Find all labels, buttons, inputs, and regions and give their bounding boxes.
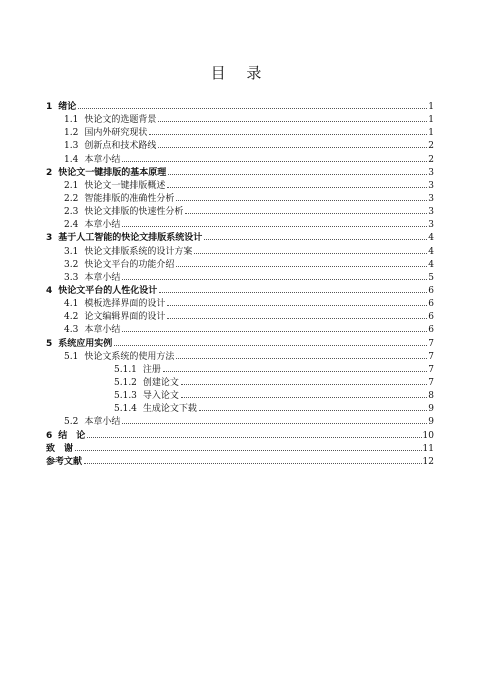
toc-entry bbox=[46, 244, 434, 257]
toc-entry-page: 4 bbox=[428, 246, 434, 257]
toc-entry-page: 8 bbox=[428, 391, 434, 402]
toc-entry-page: 7 bbox=[428, 338, 434, 349]
toc-entry-title: 导入论文 bbox=[142, 391, 179, 402]
toc-entry-title: 快论文平台的功能介绍 bbox=[84, 259, 175, 270]
toc-leader-dots bbox=[122, 226, 427, 227]
toc-entry-page: 11 bbox=[422, 443, 434, 454]
toc-entry bbox=[46, 283, 434, 296]
toc-entry-page: 2 bbox=[428, 154, 434, 165]
toc-entry bbox=[46, 454, 434, 467]
toc-entry-page: 7 bbox=[428, 377, 434, 388]
toc-entry bbox=[46, 230, 434, 243]
toc-entry-page: 6 bbox=[428, 325, 434, 336]
toc-leader-dots bbox=[167, 318, 427, 319]
toc-entry-page: 4 bbox=[428, 259, 434, 270]
toc-leader-dots bbox=[84, 463, 422, 464]
toc-entry-title: 生成论文下载 bbox=[142, 404, 197, 415]
toc-entry-number: 1.1 bbox=[64, 115, 79, 126]
toc-entry-page: 6 bbox=[428, 285, 434, 296]
toc-entry bbox=[46, 152, 434, 165]
toc-leader-dots bbox=[176, 266, 427, 267]
toc-entry-title: 创新点和技术路线 bbox=[84, 141, 157, 152]
toc-leader-dots bbox=[122, 423, 427, 424]
toc-entry-number: 1.4 bbox=[64, 154, 79, 165]
toc-entry-page: 3 bbox=[428, 167, 434, 178]
toc-entry-number: 4.2 bbox=[64, 312, 79, 323]
toc-entry-number: 2.2 bbox=[64, 193, 79, 204]
toc-entry bbox=[46, 428, 434, 441]
toc-entry-number: 1 bbox=[46, 102, 53, 112]
toc-entry-number: 6 bbox=[46, 430, 53, 441]
toc-leader-dots bbox=[163, 371, 427, 372]
toc-entry bbox=[46, 401, 434, 414]
toc-entry-number: 5.1.3 bbox=[114, 391, 137, 402]
toc-leader-dots bbox=[78, 108, 427, 109]
toc-entry-number: 2.4 bbox=[64, 220, 79, 231]
toc-entry-title: 智能排版的准确性分析 bbox=[84, 193, 175, 204]
toc-entry-page: 5 bbox=[428, 272, 434, 283]
toc-entry-page: 6 bbox=[428, 299, 434, 310]
toc-leader-dots bbox=[87, 437, 421, 438]
toc-entry-number: 3.1 bbox=[64, 246, 79, 257]
toc-entry-number: 2 bbox=[46, 167, 53, 178]
toc-leader-dots bbox=[181, 384, 427, 385]
toc-entry-number: 4.3 bbox=[64, 325, 79, 336]
toc-entry-page: 7 bbox=[428, 364, 434, 375]
toc-entry-page: 12 bbox=[422, 456, 434, 467]
toc-entry-title: 国内外研究现状 bbox=[84, 128, 148, 139]
toc-leader-dots bbox=[185, 213, 427, 214]
toc-leader-dots bbox=[199, 410, 427, 411]
toc-entry bbox=[46, 336, 434, 349]
toc-entry bbox=[46, 165, 434, 178]
toc-entry-title: 快论文的选题背景 bbox=[84, 115, 157, 126]
toc-entry-number: 3.2 bbox=[64, 259, 79, 270]
table-of-contents bbox=[46, 99, 434, 467]
toc-entry-number: 5.2 bbox=[64, 417, 79, 428]
toc-entry-page: 7 bbox=[428, 351, 434, 362]
toc-entry-title: 基于人工智能的快论文排版系统设计 bbox=[58, 233, 203, 244]
toc-entry bbox=[46, 270, 434, 283]
toc-entry-title: 绪论 bbox=[58, 102, 77, 112]
toc-leader-dots bbox=[194, 253, 427, 254]
toc-entry bbox=[46, 204, 434, 217]
toc-leader-dots bbox=[149, 134, 427, 135]
toc-leader-dots bbox=[159, 292, 427, 293]
toc-entry-page: 2 bbox=[428, 141, 434, 152]
toc-entry bbox=[46, 191, 434, 204]
toc-entry-title: 模板选择界面的设计 bbox=[84, 299, 166, 310]
toc-entry-page: 3 bbox=[428, 207, 434, 218]
toc-entry-number: 3 bbox=[46, 233, 53, 244]
toc-leader-dots bbox=[204, 239, 427, 240]
toc-entry bbox=[46, 362, 434, 375]
toc-entry-title: 系统应用实例 bbox=[58, 338, 113, 349]
toc-leader-dots bbox=[122, 161, 427, 162]
toc-leader-dots bbox=[176, 200, 427, 201]
toc-entry bbox=[46, 349, 434, 362]
toc-entry-number: 1.2 bbox=[64, 128, 79, 139]
toc-entry-title: 快论文排版的快速性分析 bbox=[84, 207, 184, 218]
toc-leader-dots bbox=[75, 450, 422, 451]
toc-entry-title: 快论文平台的人性化设计 bbox=[58, 285, 158, 296]
toc-leader-dots bbox=[122, 279, 427, 280]
toc-entry-number: 2.3 bbox=[64, 207, 79, 218]
toc-entry-page: 4 bbox=[428, 233, 434, 244]
toc-entry-page: 9 bbox=[428, 404, 434, 415]
toc-entry-title: 快论文系统的使用方法 bbox=[84, 351, 175, 362]
toc-entry bbox=[46, 388, 434, 401]
toc-entry-page: 3 bbox=[428, 180, 434, 191]
toc-entry bbox=[46, 178, 434, 191]
toc-leader-dots bbox=[168, 174, 427, 175]
toc-entry-page: 9 bbox=[428, 417, 434, 428]
toc-entry-title: 致 谢 bbox=[46, 443, 74, 454]
toc-entry-number: 4.1 bbox=[64, 299, 79, 310]
toc-entry-page: 3 bbox=[428, 220, 434, 231]
toc-leader-dots bbox=[158, 121, 427, 122]
toc-leader-dots bbox=[158, 147, 427, 148]
toc-entry-number: 5.1.2 bbox=[114, 377, 137, 388]
toc-entry-title: 快论文一键排版的基本原理 bbox=[58, 167, 167, 178]
toc-entry-page: 10 bbox=[422, 430, 434, 441]
toc-leader-dots bbox=[122, 331, 427, 332]
toc-entry-title: 本章小结 bbox=[84, 417, 121, 428]
toc-entry-title: 结 论 bbox=[58, 430, 86, 441]
toc-entry bbox=[46, 414, 434, 427]
toc-leader-dots bbox=[167, 187, 427, 188]
toc-entry-number: 4 bbox=[46, 285, 53, 296]
toc-entry-number: 5.1 bbox=[64, 351, 79, 362]
toc-leader-dots bbox=[167, 305, 427, 306]
toc-entry-page: 1 bbox=[428, 102, 434, 112]
toc-entry-title: 本章小结 bbox=[84, 272, 121, 283]
toc-entry-number: 5.1.4 bbox=[114, 404, 137, 415]
toc-leader-dots bbox=[176, 358, 427, 359]
toc-entry-number: 5 bbox=[46, 338, 53, 349]
toc-entry bbox=[46, 296, 434, 309]
toc-entry-page: 1 bbox=[428, 128, 434, 139]
toc-entry-title: 注册 bbox=[142, 364, 161, 375]
toc-entry-title: 快论文一键排版概述 bbox=[84, 180, 166, 191]
toc-entry bbox=[46, 309, 434, 322]
toc-leader-dots bbox=[181, 397, 427, 398]
toc-entry-title: 本章小结 bbox=[84, 154, 121, 165]
toc-entry-title: 论文编辑界面的设计 bbox=[84, 312, 166, 323]
toc-entry-title: 本章小结 bbox=[84, 220, 121, 231]
toc-entry-page: 1 bbox=[428, 115, 434, 126]
toc-entry bbox=[46, 125, 434, 138]
page-title: 目 录 bbox=[210, 64, 270, 82]
toc-entry-title: 本章小结 bbox=[84, 325, 121, 336]
toc-entry bbox=[46, 257, 434, 270]
toc-entry-number: 3.3 bbox=[64, 272, 79, 283]
toc-entry-page: 3 bbox=[428, 193, 434, 204]
toc-entry-page: 6 bbox=[428, 312, 434, 323]
toc-entry-title: 参考文献 bbox=[46, 456, 83, 467]
toc-entry bbox=[46, 441, 434, 454]
toc-entry bbox=[46, 375, 434, 388]
toc-entry bbox=[46, 138, 434, 151]
toc-entry-title: 快论文排版系统的设计方案 bbox=[84, 246, 193, 257]
toc-leader-dots bbox=[114, 345, 427, 346]
toc-entry bbox=[46, 112, 434, 125]
toc-entry bbox=[46, 322, 434, 335]
toc-entry-number: 2.1 bbox=[64, 180, 79, 191]
toc-entry-title: 创建论文 bbox=[142, 377, 179, 388]
toc-entry-number: 1.3 bbox=[64, 141, 79, 152]
toc-entry bbox=[46, 99, 434, 112]
toc-entry-number: 5.1.1 bbox=[114, 364, 137, 375]
toc-entry bbox=[46, 217, 434, 230]
